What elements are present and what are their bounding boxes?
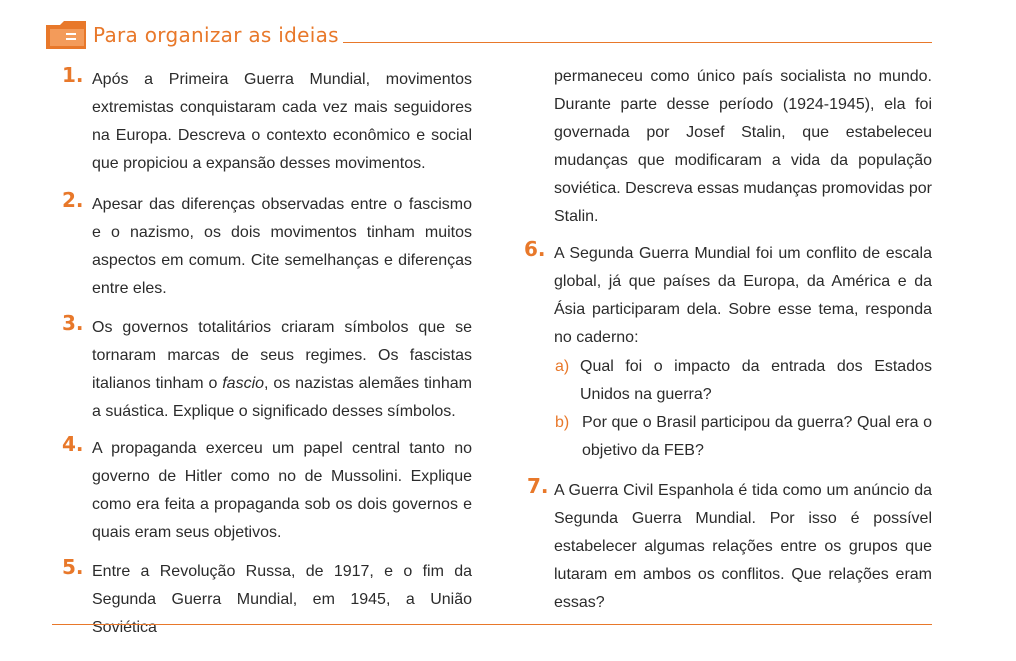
question-text: Após a Primeira Guerra Mundial, movimentos extremistas conquistaram cada vez mais seguidores na Europa. Descreva o contexto econômico e social que propiciou a expansão desses movimentos.	[92, 71, 472, 172]
subitem-text: Por que o Brasil participou da guerra? Qual era o objetivo da FEB?	[582, 414, 932, 459]
question-number: 6.	[524, 237, 546, 261]
subitem-label: a)	[555, 358, 570, 375]
question-7	[527, 474, 932, 617]
question-number: 7.	[527, 474, 549, 498]
subitem-a	[555, 353, 932, 409]
header-rule	[343, 42, 932, 43]
question-text	[92, 314, 472, 426]
question-number: 4.	[62, 432, 84, 456]
italic-term: fascio	[222, 375, 265, 392]
question-text: Entre a Revolução Russa, de 1917, e o fim da Segunda Guerra Mundial, em 1945, a União Soviética	[92, 563, 472, 636]
subitem-label: b)	[555, 414, 570, 431]
question-text: A propaganda exerceu um papel central tanto no governo de Hitler como no de Mussolini. Explique como era feita a propaganda sob os dois governos e quais eram seus objetivos.	[92, 440, 472, 541]
question-number: 5.	[62, 555, 84, 579]
question-number: 1.	[62, 63, 84, 87]
question-1	[62, 63, 472, 178]
question-number: 3.	[62, 311, 84, 335]
subitem-b	[555, 409, 932, 465]
question-6	[524, 237, 932, 352]
footer-rule	[52, 624, 932, 625]
folder-icon	[44, 19, 90, 51]
section-header	[0, 0, 1016, 60]
question-2	[62, 188, 472, 303]
question-text-part: , os nazistas alemães tinham a suástica. Explique o significado desses símbolos.	[92, 375, 472, 420]
subitem-text: Qual foi o impacto da entrada dos Estados Unidos na guerra?	[580, 358, 932, 403]
question-5	[62, 555, 472, 642]
question-text-part: Os governos totalitários criaram símbolos que se tornaram marcas de seus regimes. Os fascistas italianos tinham o	[92, 319, 472, 392]
question-text: A Guerra Civil Espanhola é tida como um anúncio da Segunda Guerra Mundial. Por isso é possível estabelecer algumas relações entre os grupos que lutaram em ambos os conflitos. Que relações eram essas?	[554, 482, 932, 611]
question-5-continuation	[554, 63, 932, 231]
question-text: permaneceu como único país socialista no mundo. Durante parte desse período (1924-1945), ela foi governada por Josef Stalin, que estabeleceu mudanças que modificaram a vida da população soviética. Descreva essas mudanças promovidas por Stalin.	[554, 68, 932, 225]
question-text: A Segunda Guerra Mundial foi um conflito de escala global, já que países da Europa, da América e da Ásia participaram dela. Sobre esse tema, responda no caderno:	[554, 245, 932, 346]
question-4	[62, 432, 472, 547]
question-3	[62, 311, 472, 426]
question-text: Apesar das diferenças observadas entre o fascismo e o nazismo, os dois movimentos tinham muitos aspectos em comum. Cite semelhanças e diferenças entre eles.	[92, 196, 472, 297]
question-number: 2.	[62, 188, 84, 212]
section-title: Para organizar as ideias	[93, 23, 339, 47]
